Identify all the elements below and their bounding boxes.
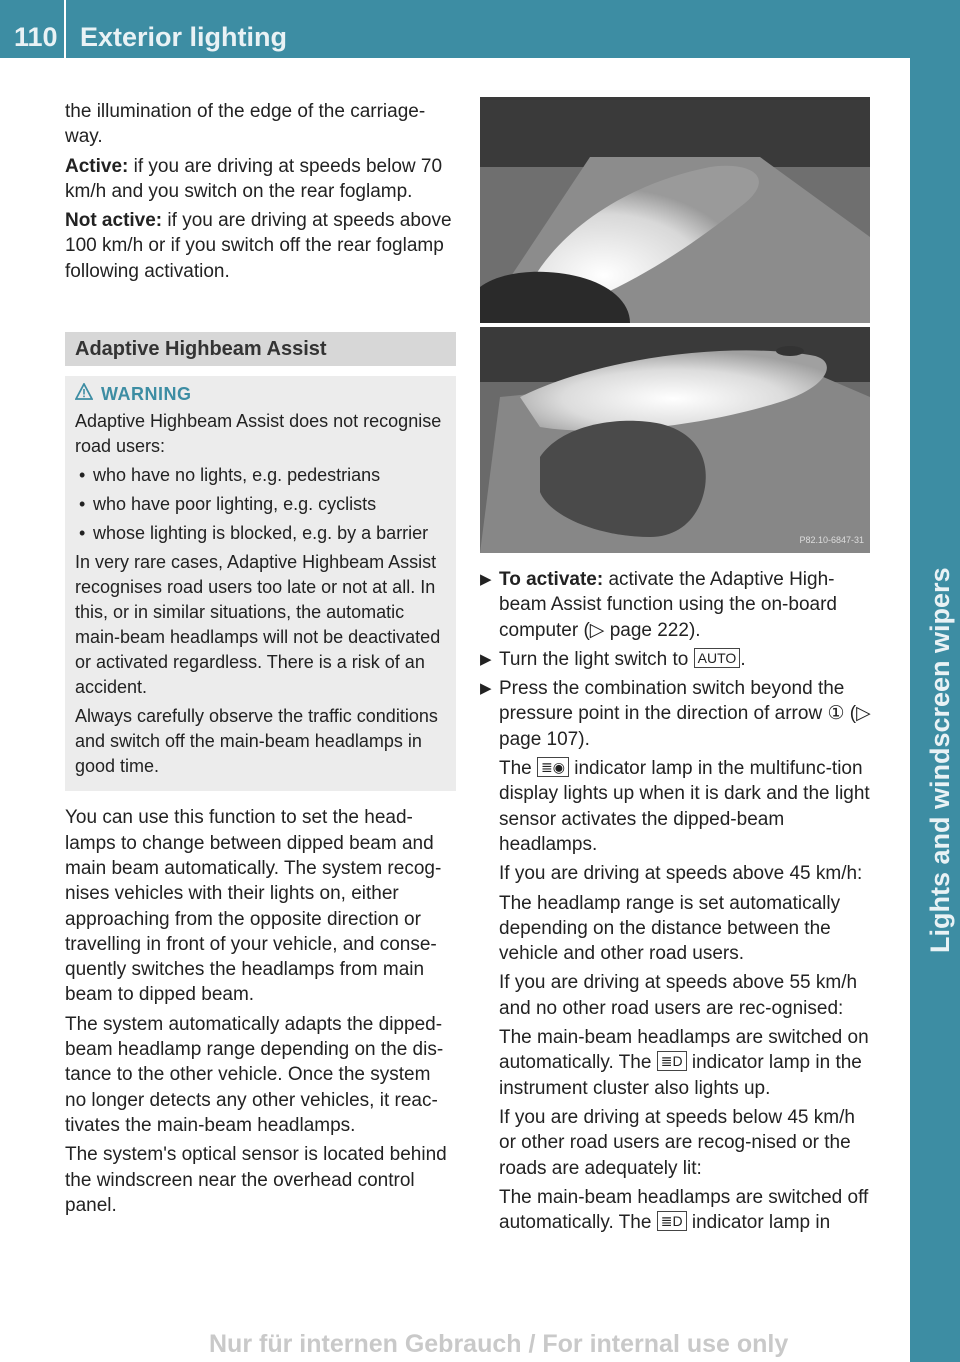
instruction-step — [480, 676, 872, 752]
section-side-label: Lights and windscreen wipers — [925, 567, 955, 953]
main-beam-indicator-icon: ≣D — [657, 1051, 687, 1071]
adaptive-beam-indicator-icon: ≣◉ — [537, 757, 569, 777]
not-active-text: if you are driving at speeds above 100 km/h or if you switch off the rear foglamp following activation. — [65, 210, 452, 282]
body-paragraph: The system automatically adapts the dipped-beam headlamp range depending on the dis-tance to the other vehicle. Once the system no longer detects any other vehicles, it reac-tivates the main-beam headlamps. — [65, 1013, 444, 1136]
ind-text: indicator lamp in the multifunc-tion display lights up when it is dark and the light sensor activates the dipped-beam headlamps. — [499, 758, 870, 855]
warning-bullet-text: who have poor lighting, e.g. cyclists — [93, 494, 377, 515]
indented-paragraph: The headlamp range is set automatically depending on the distance between the vehicle and other road users. — [499, 892, 841, 965]
indented-paragraph — [480, 756, 872, 857]
bullet-dot: • — [79, 523, 86, 544]
active-paragraph — [65, 154, 456, 205]
left-column — [65, 99, 456, 1222]
step-arrow-icon: ▶ — [480, 680, 492, 698]
figure-code: P82.10-6847-31 — [799, 535, 864, 545]
indented-paragraph: If you are driving at speeds above 45 km/h: — [499, 863, 863, 885]
warning-paragraph: In very rare cases, Adaptive Highbeam Assist recognises road users too late or not at all. In this, or in similar situations, the automatic main-beam headlamps will not be deactivated or activated regardless. There is a risk of an accident. — [75, 552, 441, 698]
intro-text: the illumination of the edge of the carriage-way. — [65, 101, 426, 148]
body-paragraph: The system's optical sensor is located behind the windscreen near the overhead control panel. — [65, 1144, 447, 1216]
instruction-step — [480, 647, 872, 672]
warning-bullet-text: whose lighting is blocked, e.g. by a barrier — [93, 523, 429, 544]
active-label: Active: — [65, 155, 129, 177]
page-number: 110 — [14, 22, 58, 52]
ind-text: indicator lamp in the instrument cluster also lights up. — [499, 1052, 862, 1099]
indented-paragraph — [480, 1025, 872, 1101]
warning-intro: Adaptive Highbeam Assist does not recognise road users: — [75, 411, 442, 457]
step-text: activate the Adaptive High-beam Assist function using the on-board computer (▷ page 222). — [499, 569, 837, 641]
step-arrow-icon: ▶ — [480, 571, 492, 588]
warning-heading — [75, 382, 446, 407]
step-text: Press the combination switch beyond the pressure point in the direction of arrow ① (▷ page 107). — [499, 678, 871, 750]
warning-bullet — [75, 492, 446, 517]
warning-bullet — [75, 463, 446, 488]
bullet-dot: • — [79, 494, 86, 515]
warning-box — [65, 376, 456, 791]
ind-text: The — [499, 758, 538, 780]
bullet-dot: • — [79, 465, 86, 486]
right-column — [480, 567, 872, 1239]
top-panel-sky — [480, 97, 870, 167]
warning-triangle-icon — [75, 382, 101, 407]
instruction-step — [480, 567, 872, 643]
warning-bullet-text: who have no lights, e.g. pedestrians — [93, 465, 381, 486]
oncoming-vehicle — [776, 346, 804, 356]
indented-paragraph — [480, 1185, 872, 1236]
warning-heading-text: WARNING — [101, 384, 192, 405]
headlamp-illustration — [480, 97, 870, 553]
indented-paragraph: If you are driving at speeds above 55 km/h and no other road users are rec-ognised: — [499, 972, 858, 1019]
not-active-label: Not active: — [65, 210, 163, 232]
step-label: To activate: — [499, 569, 604, 590]
step-arrow-icon: ▶ — [480, 650, 492, 668]
step-text: Turn the light switch to — [499, 648, 694, 670]
warning-paragraph: Always carefully observe the traffic conditions and switch off the main-beam headlamps in good time. — [75, 706, 438, 777]
ind-text: indicator lamp in — [686, 1212, 831, 1234]
internal-use-watermark: Nur für internen Gebrauch / For internal use only — [209, 1330, 789, 1358]
main-beam-indicator-icon: ≣D — [657, 1211, 687, 1231]
section-side-tab — [910, 58, 960, 1362]
chapter-title: Exterior lighting — [80, 22, 288, 52]
active-text: if you are driving at speeds below 70 km/h and you switch on the rear foglamp. — [65, 155, 443, 202]
ind-text: The main-beam headlamps are switched off automatically. The — [499, 1186, 869, 1234]
indented-paragraph: If you are driving at speeds below 45 km/h or other road users are recog-nised or the roads are adequately lit: — [499, 1106, 855, 1179]
header-separator — [64, 0, 66, 58]
body-paragraph: You can use this function to set the head-lamps to change between dipped beam and main beam automatically. The system recog-nises vehicles with their lights on, either approaching from the opposite direction or travelling in front of your vehicle, and conse-quently switches the headlamps from main beam to dipped beam. — [65, 807, 442, 1006]
warning-bullet — [75, 521, 446, 546]
not-active-paragraph — [65, 208, 456, 284]
step-text: . — [740, 648, 746, 670]
section-title: Adaptive Highbeam Assist — [65, 332, 456, 366]
auto-symbol-icon: AUTO — [694, 648, 741, 668]
ind-text: The main-beam headlamps are switched on automatically. The — [499, 1027, 869, 1074]
page-header — [0, 0, 960, 58]
illustration-graphic — [480, 97, 870, 553]
